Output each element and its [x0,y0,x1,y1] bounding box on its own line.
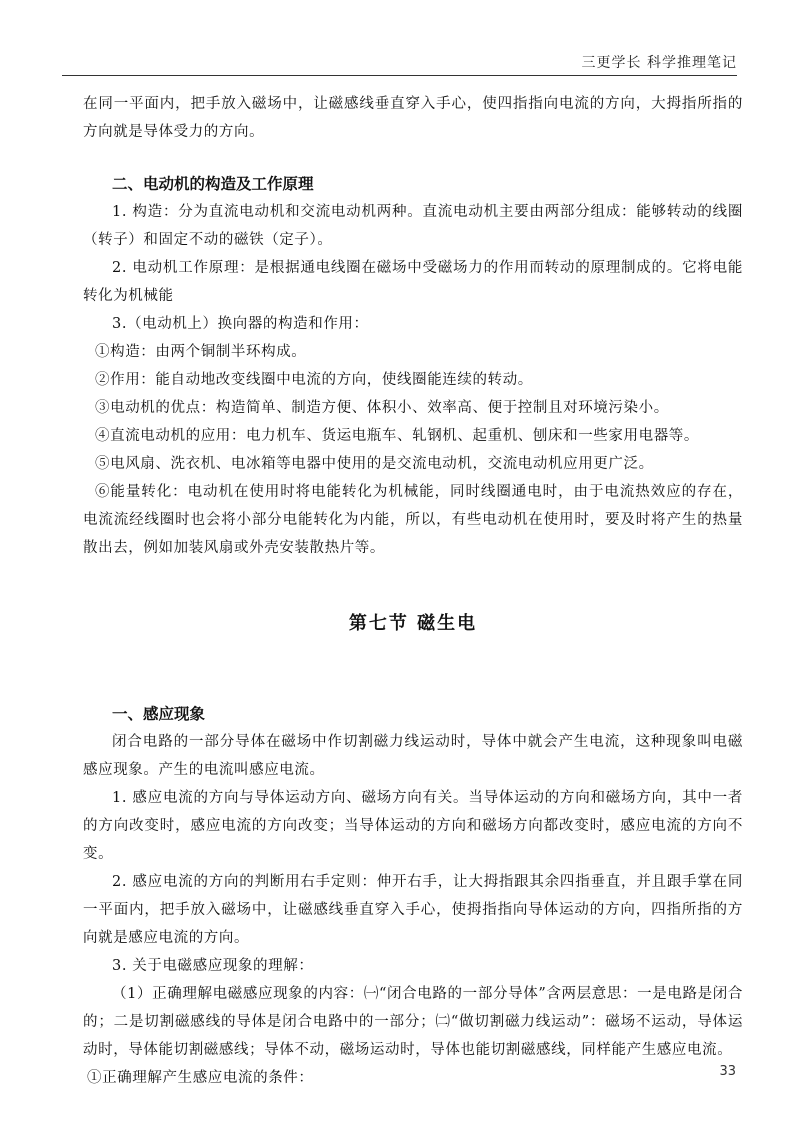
chapter-title: 第七节 磁生电 [348,613,478,634]
list-item: ①构造：由两个铜制半环构成。 [95,344,307,360]
list-item: ⑥能量转化：电动机在使用时将电能转化为机械能，同时线圈通电时，由于电流热效应的存在，电流流经线圈时也会将小部分电能转化为内能，所以，有些电动机在使用时，要及时将产生的热量散出去，例如加装风扇或外壳安装散热片等。 [83,484,743,556]
paragraph: 3.（电动机上）换向器的构造和作用： [112,316,369,332]
page-number: 33 [719,1064,736,1079]
header-rule [62,75,737,76]
paragraph: 在同一平面内，把手放入磁场中，让磁感线垂直穿入手心，使四指指向电流的方向，大拇指所指的方向就是导体受力的方向。 [83,96,743,140]
paragraph: 1. 感应电流的方向与导体运动方向、磁场方向有关。当导体运动的方向和磁场方向，其中一者的方向改变时，感应电流的方向改变；当导体运动的方向和磁场方向都改变时，感应电流的方向不变。 [83,790,743,862]
section-heading-motor: 二、电动机的构造及工作原理 [112,175,314,193]
paragraph: 3. 关于电磁感应现象的理解： [112,958,314,974]
paragraph: （1）正确理解电磁感应现象的内容：㈠“闭合电路的一部分导体”含两层意思：一是电路是闭合的；二是切割磁感线的导体是闭合电路中的一部分；㈡“做切割磁力线运动”：磁场不运动，导体运动时，导体能切割磁感线；导体不动，磁场运动时，导体也能切割磁感线，同样能产生感应电流。 [83,986,743,1058]
list-item: ③电动机的优点：构造简单、制造方便、体积小、效率高、便于控制且对环境污染小。 [95,400,669,416]
paragraph: 2. 感应电流的方向的判断用右手定则：伸开右手，让大拇指跟其余四指垂直，并且跟手掌在同一平面内，把手放入磁场中，让磁感线垂直穿入手心，使拇指指向导体运动的方向，四指所指的方向就是感应电流的方向。 [83,874,743,946]
paragraph: 闭合电路的一部分导体在磁场中作切割磁力线运动时，导体中就会产生电流，这种现象叫电磁感应现象。产生的电流叫感应电流。 [83,734,743,778]
list-item: ⑤电风扇、洗衣机、电冰箱等电器中使用的是交流电动机，交流电动机应用更广泛。 [95,456,654,472]
section-heading-induction: 一、感应现象 [112,705,206,723]
paragraph: 2. 电动机工作原理：是根据通电线圈在磁场中受磁场力的作用而转动的原理制成的。它将电能转化为机械能 [83,260,743,304]
paragraph: 1. 构造：分为直流电动机和交流电动机两种。直流电动机主要由两部分组成：能够转动的线圈（转子）和固定不动的磁铁（定子）。 [83,204,743,248]
list-item: ①正确理解产生感应电流的条件： [87,1070,314,1086]
running-header: 三更学长 科学推理笔记 [581,55,737,71]
list-item: ②作用：能自动地改变线圈中电流的方向，使线圈能连续的转动。 [95,372,533,388]
list-item: ④直流电动机的应用：电力机车、货运电瓶车、轧钢机、起重机、刨床和一些家用电器等。 [95,428,699,444]
page-body [83,90,743,1092]
